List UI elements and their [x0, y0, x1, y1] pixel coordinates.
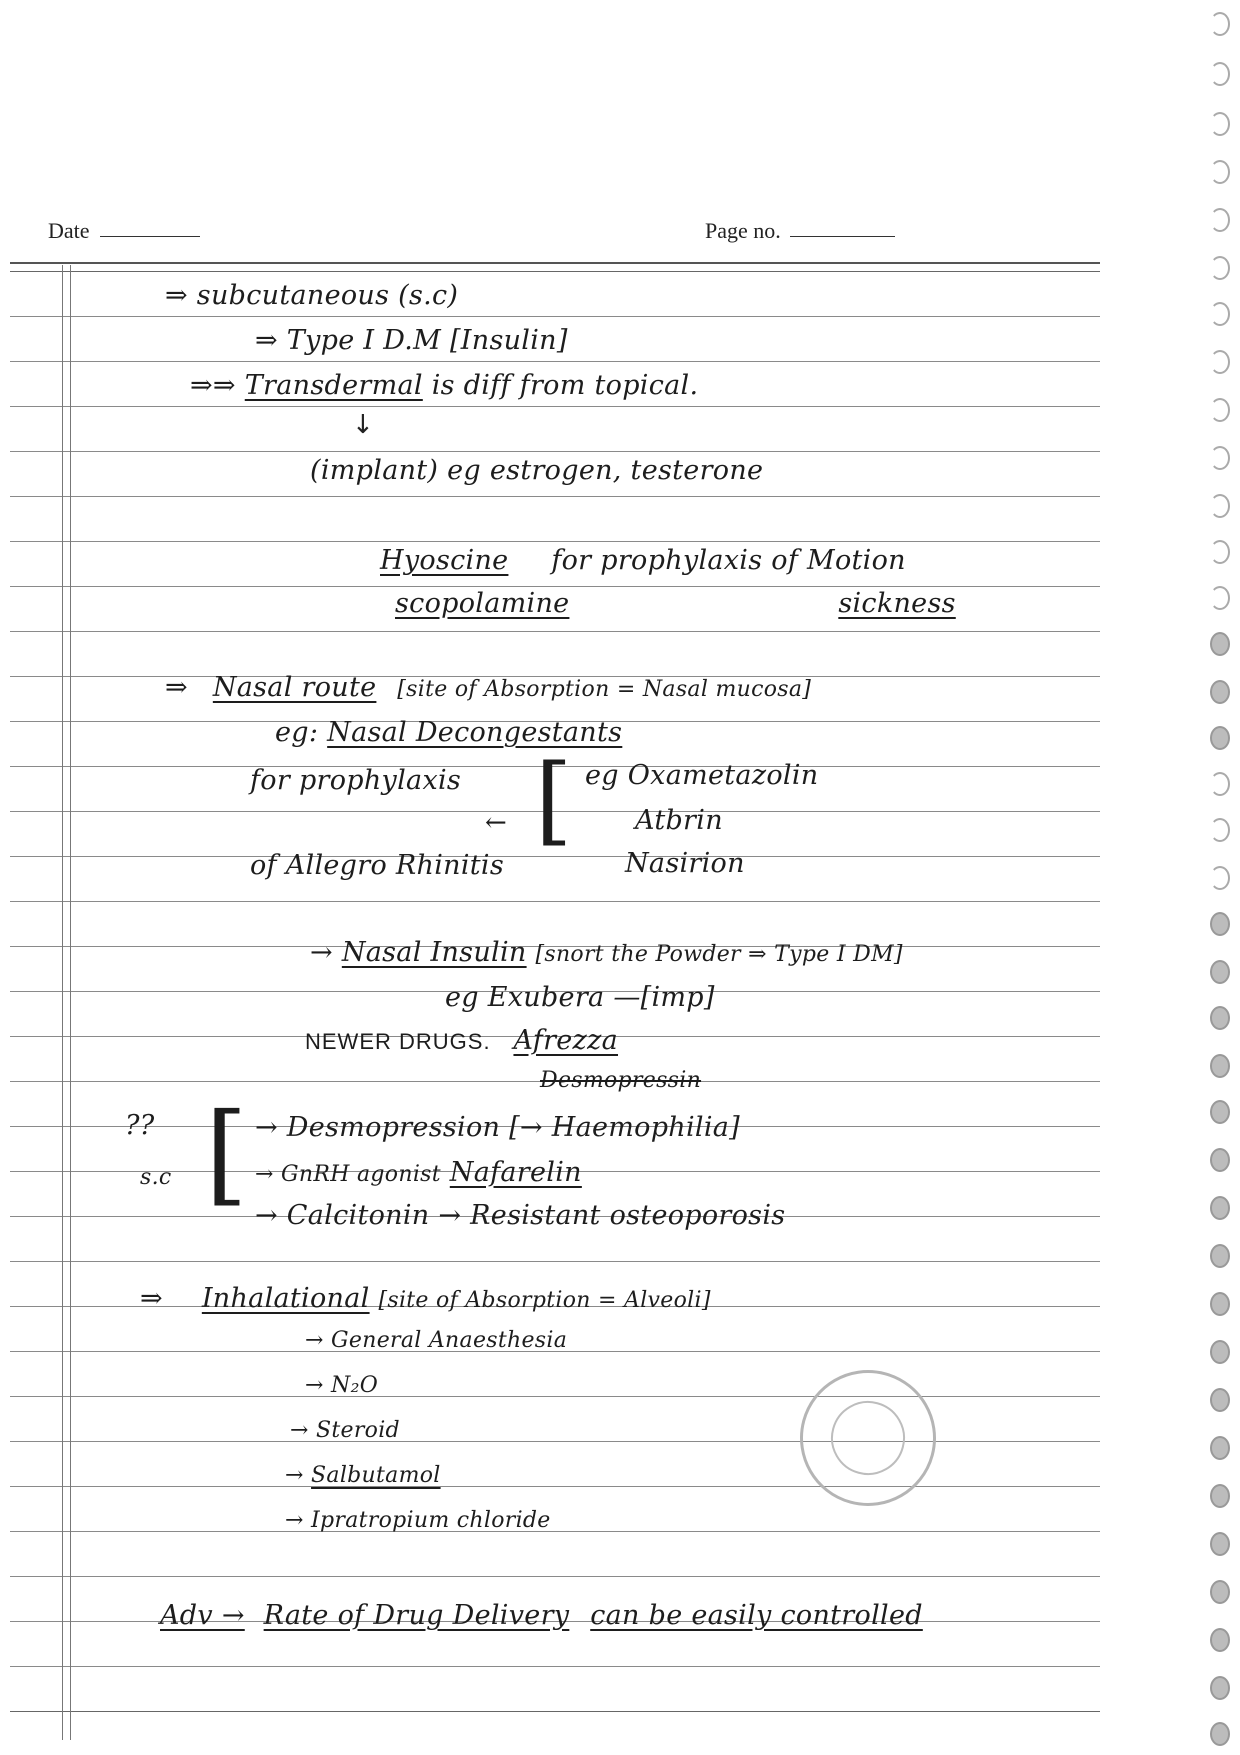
bracket-brace: [: [535, 744, 573, 856]
note-line-9-right: eg Oxametazolin: [585, 760, 819, 791]
binding-hole: [1210, 540, 1230, 564]
binding-hole: [1210, 1722, 1230, 1746]
note-line-25: [160, 1600, 923, 1631]
note-line-21: → N₂O: [305, 1373, 379, 1398]
sc-side-note: s.c: [140, 1165, 172, 1190]
binding-hole: [1210, 1196, 1230, 1220]
inhalational-arrow: ⇒: [140, 1283, 163, 1314]
salbutamol-term: Salbutamol: [311, 1463, 441, 1488]
note-line-22: → Steroid: [290, 1418, 400, 1443]
arrow-down-icon: ↓: [352, 410, 374, 440]
note-line-19: [140, 1283, 711, 1314]
binding-hole: [1210, 726, 1230, 750]
binding-hole: [1210, 398, 1230, 422]
binding-hole: [1210, 160, 1230, 184]
stamp-inner-ring: [817, 1387, 918, 1488]
binding-hole: [1210, 1628, 1230, 1652]
scopolamine-term: scopolamine: [395, 588, 570, 619]
binding-hole: [1210, 62, 1230, 86]
double-arrow: ⇒⇒: [190, 370, 236, 401]
note-line-24: → Ipratropium chloride: [285, 1508, 551, 1533]
binding-hole: [1210, 112, 1230, 136]
date-label: Date: [48, 218, 90, 243]
note-line-11-left: of Allegro Rhinitis: [250, 850, 505, 881]
hyoscine-term: Hyoscine: [380, 545, 509, 576]
margin-line-left-2: [70, 265, 71, 1740]
note-line-2: ⇒ Type I D.M [Insulin]: [255, 325, 568, 356]
transdermal-term: Transdermal: [244, 370, 423, 401]
rate-of-drug-delivery-term: Rate of Drug Delivery: [263, 1600, 570, 1631]
note-line-23: [285, 1463, 441, 1488]
page-number-line: [790, 236, 895, 237]
binding-hole: [1210, 256, 1230, 280]
left-arrow-icon: ←: [485, 808, 507, 838]
note-line-14: [305, 1025, 618, 1056]
binding-hole: [1210, 1388, 1230, 1412]
section-bracket: [: [205, 1089, 248, 1217]
note-line-9-left: for prophylaxis: [250, 765, 462, 796]
note-line-18: → Calcitonin → Resistant osteoporosis: [255, 1200, 786, 1231]
binding-hole: [1210, 446, 1230, 470]
gnrh-label: → GnRH agonist: [255, 1162, 441, 1187]
binding-hole: [1210, 960, 1230, 984]
hyoscine-use: for prophylaxis of Motion: [551, 545, 906, 576]
afrezza-term: Afrezza: [513, 1025, 619, 1056]
question-marks: ??: [125, 1110, 155, 1141]
binding-hole: [1210, 1340, 1230, 1364]
binding-hole: [1210, 912, 1230, 936]
newer-drugs-label: NEWER DRUGS.: [305, 1029, 491, 1054]
inhalational-term: Inhalational: [201, 1283, 370, 1314]
binding-hole: [1210, 1292, 1230, 1316]
nasal-insulin-term: Nasal Insulin: [341, 937, 527, 968]
inhalational-absorption-site: [site of Absorption = Alveoli]: [378, 1288, 711, 1313]
struck-word: Desmopressin: [540, 1068, 702, 1093]
binding-hole: [1210, 1676, 1230, 1700]
nafarelin-term: Nafarelin: [449, 1157, 582, 1188]
binding-hole: [1210, 1006, 1230, 1030]
binding-hole: [1210, 680, 1230, 704]
sickness-word: sickness: [838, 588, 956, 619]
transdermal-note: is diff from topical.: [431, 370, 699, 401]
binding-hole: [1210, 818, 1230, 842]
nasal-route-term: Nasal route: [212, 672, 377, 703]
date-line: [100, 236, 200, 237]
binding-hole: [1210, 772, 1230, 796]
nasal-insulin-note: [snort the Powder ⇒ Type I DM]: [535, 942, 903, 967]
binding-hole: [1210, 1580, 1230, 1604]
binding-hole: [1210, 1054, 1230, 1078]
note-line-13: eg Exubera —[imp]: [445, 982, 715, 1013]
binding-hole: [1210, 1436, 1230, 1460]
note-line-20: → General Anaesthesia: [305, 1328, 568, 1353]
stationery-stamp: [775, 1345, 961, 1531]
note-line-4: (implant) eg estrogen, testerone: [310, 455, 764, 486]
binding-hole: [1210, 632, 1230, 656]
binding-hole: [1210, 586, 1230, 610]
nasal-arrow: ⇒: [165, 672, 188, 703]
eg-prefix: eg:: [275, 717, 319, 748]
binding-hole: [1210, 208, 1230, 232]
binding-hole: [1210, 494, 1230, 518]
note-line-7: [165, 672, 811, 703]
nasal-insulin-arrow: →: [310, 937, 333, 968]
salbutamol-arrow: →: [285, 1463, 304, 1488]
binding-hole: [1210, 302, 1230, 326]
binding-hole: [1210, 12, 1230, 36]
note-line-12: [310, 937, 903, 968]
adv-label: Adv →: [160, 1600, 245, 1631]
margin-line-left: [62, 265, 63, 1740]
binding-hole: [1210, 866, 1230, 890]
binding-hole: [1210, 1148, 1230, 1172]
binding-hole: [1210, 1532, 1230, 1556]
controlled-note: can be easily controlled: [590, 1600, 923, 1631]
note-line-16: → Desmopression [→ Haemophilia]: [255, 1112, 741, 1143]
binding-hole: [1210, 1484, 1230, 1508]
note-line-17: [255, 1157, 582, 1188]
binding-hole: [1210, 350, 1230, 374]
note-line-6: [395, 588, 956, 619]
nasal-absorption-site: [site of Absorption = Nasal mucosa]: [397, 677, 812, 702]
binding-hole: [1210, 1244, 1230, 1268]
nasal-decongestants-term: Nasal Decongestants: [327, 717, 623, 748]
note-line-1: ⇒ subcutaneous (s.c): [165, 280, 459, 311]
note-line-10-right: Atbrin: [635, 805, 723, 836]
note-line-11-right: Nasirion: [625, 848, 745, 879]
note-line-3: [190, 370, 698, 401]
page-number-label: Page no.: [705, 218, 781, 243]
binding-hole: [1210, 1100, 1230, 1124]
note-line-5: [380, 545, 906, 576]
